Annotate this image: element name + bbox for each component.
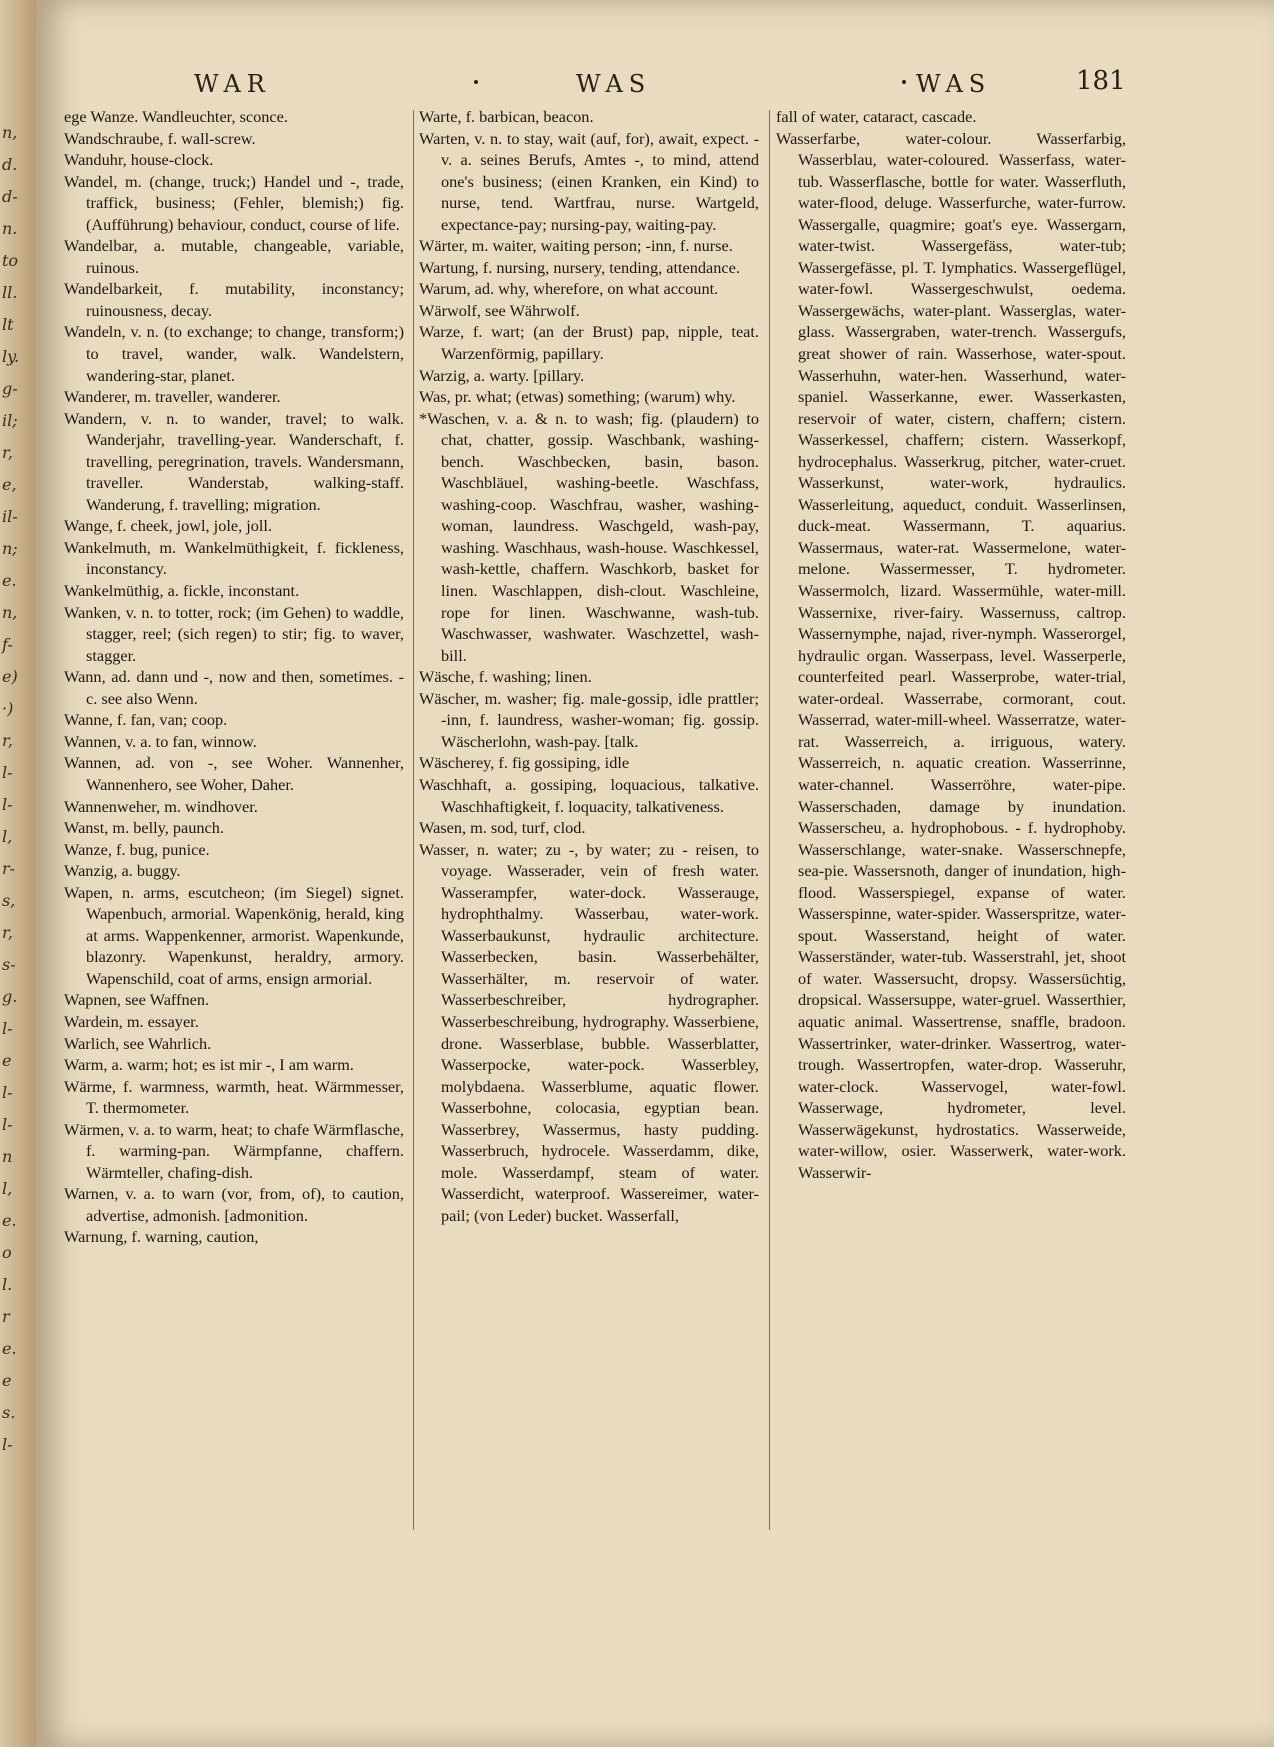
facing-page-fragment: s. [2, 1403, 16, 1422]
running-head-right: WAS [916, 70, 992, 98]
header-separator-dot [474, 80, 478, 84]
facing-page-fragment: ly. [2, 347, 20, 366]
facing-page-fragment: n. [2, 219, 18, 238]
dictionary-entry: Wannenweher, m. windhover. [64, 796, 258, 816]
facing-page-fragment: ·) [2, 699, 14, 718]
dictionary-entry: Wärwolf, see Währwolf. [419, 300, 580, 320]
facing-page-fragment: r- [2, 859, 16, 878]
running-head-left: WAR [194, 70, 271, 98]
facing-page-edge [0, 0, 36, 1747]
facing-page-fragment: r [2, 1307, 10, 1326]
dictionary-entry: Wanzig, a. buggy. [64, 861, 181, 881]
dictionary-entry: Wannen, v. a. to fan, winnow. [64, 731, 257, 751]
dictionary-entry: fall of water, cataract, cascade. [776, 107, 977, 126]
dictionary-entry: Wanze, f. bug, punice. [64, 839, 210, 859]
column-left [64, 106, 404, 1248]
facing-page-fragment: e [2, 1051, 12, 1070]
facing-page-fragment: e) [2, 667, 18, 686]
facing-page-fragment: l- [2, 1115, 13, 1134]
facing-page-fragment: l- [2, 795, 13, 814]
dictionary-entry: Warum, ad. why, wherefore, on what account. [419, 279, 719, 299]
dictionary-entry: Wandelbar, a. mutable, changeable, variable, ruinous. [64, 236, 404, 277]
dictionary-entry: Wandel, m. (change, truck;) Handel und -, trade, traffick, business; (Fehler, blemish;) fig. (Aufführung) behaviour, conduct, course of life. [64, 171, 404, 234]
facing-page-fragment: s- [2, 955, 16, 974]
column-right [776, 106, 1126, 1183]
facing-page-fragment: e. [2, 1339, 17, 1358]
facing-page-fragment: l, [2, 827, 13, 846]
column-rule [769, 110, 770, 1530]
dictionary-entry: Wasen, m. sod, turf, clod. [419, 818, 586, 838]
dictionary-entry: Wanduhr, house-clock. [64, 150, 214, 170]
facing-page-fragment: l. [2, 1275, 13, 1294]
facing-page-fragment: lt [2, 315, 14, 334]
facing-page-fragment: e, [2, 475, 17, 494]
dictionary-entry: Wasser, n. water; zu -, by water; zu - reisen, to voyage. Wasserader, vein of fresh water. Wasserampfer, water-dock. Wasserauge, hydrophthalmy. Wasserbau, water-work. Wasserbaukunst, hydraulic architecture. Wasserbecken, basin. Wasserbehälter, Wasserhälter, m. reservoir of water. Wasserbeschreiber, hydrographer. Wasserbeschreibung, hydrography. Wasserbiene, drone. Wasserblase, bubble. Wasserblatter, Wasserpocke, water-pock. Wasserbley, molybdaena. Wasserblume, aquatic flower. Wasserbohne, colocasia, egyptian bean. Wasserbrey, Wassermus, hasty pudding. Wasserbruch, hydrocele. Wasserdamm, dike, mole. Wasserdampf, steam of water. Wasserdicht, waterproof. Wassereimer, water-pail; (von Leder) bucket. Wasserfall, [419, 839, 759, 1225]
dictionary-entry: Wandeln, v. n. (to exchange; to change, transform;) to travel, wander, walk. Wandelstern, wandering-star, planet. [64, 322, 404, 385]
facing-page-fragment: g- [2, 379, 18, 398]
dictionary-entry: Wäscher, m. washer; fig. male-gossip, idle prattler; -inn, f. laundress, washer-woman; fig. gossip. Wäscherlohn, wash-pay. [talk. [419, 688, 759, 751]
dictionary-entry: Warten, v. n. to stay, wait (auf, for), await, expect. - v. a. seines Berufs, Amtes -, to mind, attend one's business; (einen Kranken, ein Kind) to nurse, tend. Wartfrau, nurse. Wartgeld, expectance-pay; nursing-pay, waiting-pay. [419, 128, 759, 234]
facing-page-fragment: il- [2, 507, 18, 526]
dictionary-entry: Wandelbarkeit, f. mutability, inconstancy; ruinousness, decay. [64, 279, 404, 320]
facing-page-fragment: n [2, 1147, 13, 1166]
dictionary-entry: Wasserfarbe, water-colour. Wasserfarbig, Wasserblau, water-coloured. Wasserfass, water-tub. Wasserflasche, bottle for water. Wasserfluth, water-flood, deluge. Wasserfurche, water-furrow. Wassergalle, quagmire; goat's eye. Wassergarn, water-twist. Wassergefäss, water-tub; Wassergefässe, pl. T. lymphatics. Wassergeflügel, water-fowl. Wassergeschwulst, oedema. Wassergewächs, water-plant. Wasserglas, water-glass. Wassergraben, water-trench. Wassergufs, great shower of rain. Wasserhose, water-spout. Wasserhuhn, water-hen. Wasserhund, water-spaniel. Wasserkanne, ewer. Wasserkasten, reservoir of water, cistern, chaffern; cistern. Wasserkessel, chaffern; cistern. Wasserkopf, hydrocephalus. Wasserkrug, pitcher, water-cruet. Wasserkunst, water-work, hydraulics. Wasserleitung, aqueduct, conduit. Wasserlinsen, duck-meat. Wassermann, T. aquarius. Wassermaus, water-rat. Wassermelone, water-melone. Wassermesser, T. hydrometer. Wassermolch, lizard. Wassermühle, water-mill. Wassernixe, river-fairy. Wassernuss, caltrop. Wassernymphe, najad, river-nymph. Wasserorgel, hydraulic organ. Wasserpass, level. Wasserperle, counterfeited pearl. Wasserprobe, water-trial, water-ordeal. Wasserrabe, cormorant, cout. Wasserrad, water-mill-wheel. Wasserratze, water-rat. Wasserreich, a. irriguous, watery. Wasserreich, n. aquatic creation. Wasserrinne, water-channel. Wasserröhre, water-pipe. Wasserschaden, damage by inundation. Wasserscheu, a. hydrophobous. - f. hydrophoby. Wasserschlange, water-snake. Wasserschnepfe, sea-pie. Wassersnoth, danger of inundation, high-flood. Wasserspiegel, expanse of water. Wasserspinne, water-spider. Wasserspritze, water-spout. Wasserstand, height of water. Wasserständer, water-tub. Wasserstrahl, jet, shoot of water. Wassersucht, dropsy. Wassersüchtig, dropsical. Wassersuppe, water-gruel. Wasserthier, aquatic animal. Wassertrense, snaffle, bradoon. Wassertrinker, water-drinker. Wassertrog, water-trough. Wassertropfen, water-drop. Wasseruhr, water-clock. Wasservogel, water-fowl. Wasserwage, hydrometer, level. Wasserwägekunst, hydrostatics. Wasserweide, water-willow, osier. Wasserwerk, water-work. Wasserwir- [776, 128, 1126, 1182]
dictionary-entry: Wanst, m. belly, paunch. [64, 818, 224, 838]
dictionary-entry: Wann, ad. dann und -, now and then, sometimes. - c. see also Wenn. [64, 667, 404, 708]
dictionary-entry: Wange, f. cheek, jowl, jole, joll. [64, 516, 273, 536]
dictionary-entry: Wardein, m. essayer. [64, 1011, 199, 1031]
dictionary-entry: Was, pr. what; (etwas) something; (warum) why. [419, 387, 736, 407]
dictionary-entry: Warlich, see Wahrlich. [64, 1033, 212, 1053]
dictionary-entry: Wapnen, see Waffnen. [64, 990, 210, 1010]
dictionary-entry: Wanne, f. fan, van; coop. [64, 710, 228, 730]
facing-page-fragment: f- [2, 635, 13, 654]
dictionary-entry: Warzig, a. warty. [pillary. [419, 365, 585, 385]
dictionary-entry: Warze, f. wart; (an der Brust) pap, nipple, teat. Warzenförmig, papillary. [419, 322, 759, 364]
facing-page-fragment: r, [2, 923, 13, 942]
facing-page-fragment: n, [2, 123, 18, 142]
dictionary-entry: Wärme, f. warmness, warmth, heat. Wärmmesser, T. thermometer. [64, 1076, 404, 1118]
header-separator-dot [902, 80, 906, 84]
dictionary-page [36, 0, 1274, 1747]
facing-page-fragment: o [2, 1243, 12, 1262]
dictionary-entry: Warm, a. warm; hot; es ist mir -, I am warm. [64, 1055, 354, 1075]
facing-page-fragment: il; [2, 411, 18, 430]
dictionary-entry: Wandschraube, f. wall-screw. [64, 128, 256, 148]
facing-page-fragment: ll. [2, 283, 18, 302]
dictionary-entry: Wäscherey, f. fig gossiping, idle [419, 753, 630, 773]
dictionary-entry: Wankelmüthig, a. fickle, inconstant. [64, 581, 300, 601]
facing-page-fragment: n; [2, 539, 18, 558]
dictionary-entry: Wapen, n. arms, escutcheon; (im Siegel) signet. Wapenbuch, armorial. Wapenkönig, herald, king at arms. Wappenkenner, armorist. Wapenkunde, blazonry. Wapenkunst, heraldry, armory. Wapenschild, coat of arms, ensign armorial. [64, 882, 404, 988]
dictionary-entry: Wannen, ad. von -, see Woher. Wannenher, Wannenhero, see Woher, Daher. [64, 753, 404, 794]
facing-page-fragment: n, [2, 603, 18, 622]
page-number: 181 [1076, 66, 1126, 96]
facing-page-fragment: l- [2, 763, 13, 782]
facing-page-fragment: l- [2, 1435, 13, 1454]
dictionary-entry: ege Wanze. Wandleuchter, sconce. [64, 107, 288, 126]
running-head-center: WAS [576, 70, 652, 98]
facing-page-fragment: e. [2, 1211, 17, 1230]
dictionary-entry: Wartung, f. nursing, nursery, tending, attendance. [419, 257, 740, 277]
dictionary-entry: Warte, f. barbican, beacon. [419, 107, 594, 126]
dictionary-entry: *Waschen, v. a. & n. to wash; fig. (plaudern) to chat, chatter, gossip. Waschbank, washing-bench. Waschbecken, basin, bason. Waschbläuel, washing-beetle. Waschfass, washing-coop. Waschfrau, washer, washing-woman, laundress. Waschgeld, wash-pay, washing. Waschhaus, wash-house. Waschkessel, wash-kettle, chaffern. Waschkorb, basket for linen. Waschlappen, dish-clout. Waschleine, rope for linen. Waschwanne, wash-tub. Waschwasser, washwater. Waschzettel, wash-bill. [419, 408, 759, 665]
dictionary-entry: Wandern, v. n. to wander, travel; to walk. Wanderjahr, travelling-year. Wanderschaft, f. travelling, peregrination, travels. Wandersmann, traveller. Wanderstab, walking-staff. Wanderung, f. travelling; migration. [64, 408, 404, 514]
dictionary-entry: Wäsche, f. washing; linen. [419, 667, 592, 687]
facing-page-fragment: d- [2, 187, 18, 206]
dictionary-entry: Waschhaft, a. gossiping, loquacious, talkative. Waschhaftigkeit, f. loquacity, talkativeness. [419, 774, 759, 816]
facing-page-fragment: e [2, 1371, 12, 1390]
dictionary-entry: Wanken, v. n. to totter, rock; (im Gehen) to waddle, stagger, reel; (sich regen) to stir; fig. to waver, stagger. [64, 602, 404, 665]
facing-page-fragment: l- [2, 1019, 13, 1038]
dictionary-entry: Warnen, v. a. to warn (vor, from, of), to caution, advertise, admonish. [admonition. [64, 1184, 404, 1225]
facing-page-fragment: e. [2, 571, 17, 590]
column-middle [419, 106, 759, 1226]
dictionary-entry: Wärmen, v. a. to warm, heat; to chafe Wärmflasche, f. warming-pan. Wärmpfanne, chaffern. Wärmteller, chafing-dish. [64, 1119, 404, 1182]
facing-page-fragment: d. [2, 155, 18, 174]
facing-page-fragment: to [2, 251, 19, 270]
facing-page-fragment: l, [2, 1179, 13, 1198]
facing-page-fragment: s, [2, 891, 16, 910]
dictionary-entry: Wärter, m. waiter, waiting person; -inn, f. nurse. [419, 236, 733, 256]
facing-page-fragment: g. [2, 987, 18, 1006]
column-rule [413, 110, 414, 1530]
facing-page-fragment: r, [2, 731, 13, 750]
dictionary-entry: Wankelmuth, m. Wankelmüthigkeit, f. fickleness, inconstancy. [64, 537, 404, 579]
dictionary-entry: Warnung, f. warning, caution, [64, 1227, 259, 1247]
dictionary-entry: Wanderer, m. traveller, wanderer. [64, 387, 281, 407]
facing-page-fragment: r, [2, 443, 13, 462]
facing-page-fragment: l- [2, 1083, 13, 1102]
